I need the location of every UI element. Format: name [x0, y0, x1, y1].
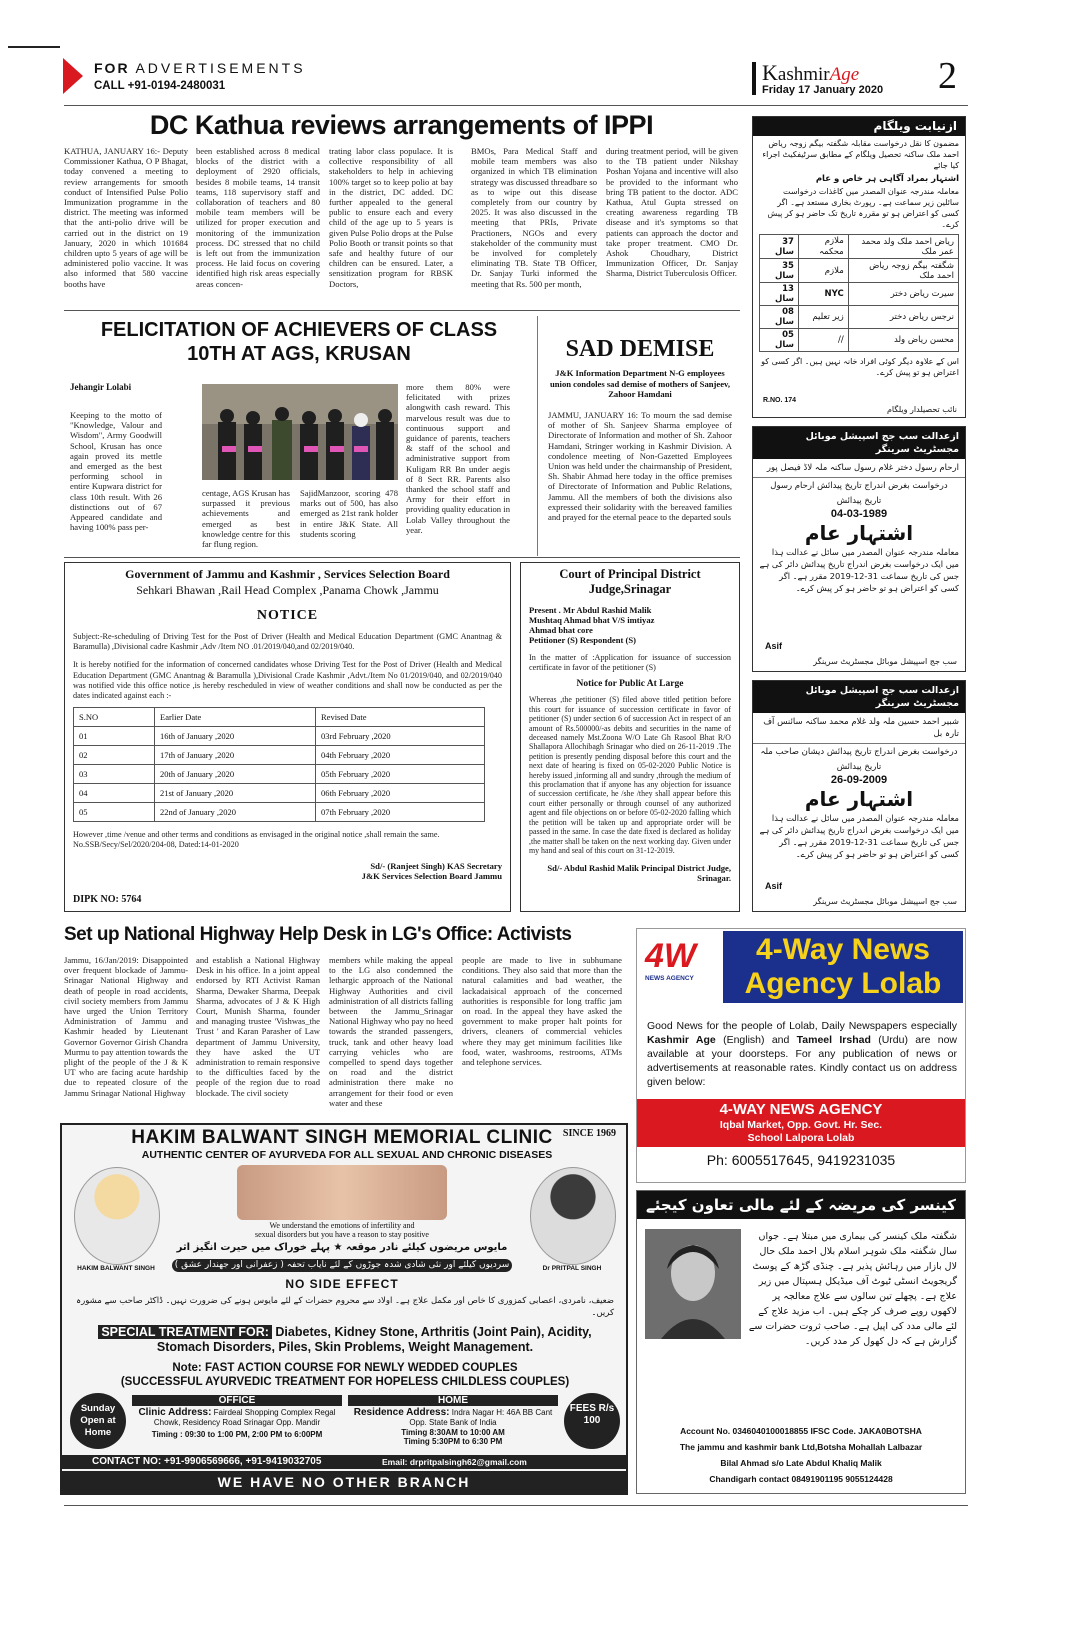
clinic-name: HAKIM BALWANT SINGH MEMORIAL CLINIC	[131, 1127, 553, 1148]
row-sno: 04	[74, 784, 155, 803]
story1-col-1: KATHUA, JANUARY 16:- Deputy Commissioner Kathua, O P Bhagat, today convened a meeting to review arrangements for smooth conduct of Intensified Pulse Polio Immunization programme in the district. The meeting was informed that the anti-polio drive will be carried out in the district on 19 January, 2020 in which 101684 children upto 5 years of age will be administered polio vaccine. It was also informed that 580 vaccine booths have	[64, 146, 188, 289]
clinic-office-block	[132, 1395, 342, 1439]
clinic-understand	[212, 1221, 472, 1239]
col-header-revised: Revised Date	[316, 708, 485, 727]
table-row	[760, 306, 959, 329]
issue-date: Friday 17 January 2020	[762, 84, 884, 96]
row-occupation: NYC	[798, 283, 848, 306]
story1-col-5: during treatment period, will be given to the TB patient under Nikshay Poshan Yojana and incentive will also be provided to the informant who bring TB patient to the doctor. ADC Kathua, Atul Gupta stressed on creating awareness regarding TB disease and it's symptoms so that patients can approach the doctor and take proper treatment. CMO Dr. Ashok Choudhary, District Immunization Officer, Dr. Sanjay Sharma, District Tuberculosis Officer.	[606, 146, 738, 279]
agency-title	[723, 931, 963, 1003]
row-occupation: زیر تعلیم	[798, 306, 848, 329]
cancer-contact: Chandigarh contact 08491901195 9055124428	[709, 1474, 893, 1484]
clinic-residence	[348, 1408, 558, 1428]
row-revised: 07th February ,2020	[316, 803, 485, 822]
row-name: نرجس ریاض دختر	[848, 306, 958, 329]
court-parties-3: Petitioner (S) Respondent (S)	[529, 635, 637, 645]
urdu1-body: معاملہ مندرجہ عنوان المصدر میں کاغذات درخواست سائلین زیر سماعت ہے۔ رپورٹ بخاری مستعد ہے۔ اگر کسی کو اعتراض ہو تو مقررہ تاریخ تک حاضر ہو کر پیش کرے۔	[767, 187, 959, 229]
urdu3-sign: سب جج اسپیشل موبائل مجسٹریٹ سرینگر	[813, 897, 957, 906]
court-sign: Sd/- Abdul Rashid Malik Principal District Judge, Srinagar.	[547, 863, 731, 884]
agency-logo-sub: NEWS AGENCY	[645, 975, 694, 982]
urdu-notice-3	[752, 680, 966, 912]
table-row	[760, 259, 959, 283]
court-title2: Judge,Srinagar	[588, 582, 672, 596]
urdu1-family-table	[759, 234, 959, 352]
story1-col-4: BMOs, Para Medical Staff and mobile team members was also organized in which TB elimination strategy was discussed threadbare so as to wipe out this disease completely from our country by 2025. It was also discussed in the meeting that PRIs, Private Practioners, NGOs and every stakeholder of the community must be involved for completely eliminating TB. State TB Officer, Dr. Sanjay Turki informed the meeting that Rs. 500 per month,	[471, 146, 598, 289]
story3-col-3: members while making the appeal to the LG also condemned the lethargic approach of the National Highway Authorities and civil administration of all districts falling between the Jammu_Srinagar National Highway who pay no heed towards the stranded passengers, truck, tank and other heavy load carrying vehicles who are compelled to spend days together on road and the district administration there make no arrangement for their food or even water and these	[329, 955, 453, 1108]
agency-body-b2: Tameel Irshad	[796, 1034, 871, 1046]
court-present: Present . Mr Abdul Rashid Malik	[529, 605, 652, 615]
agency-logo-mark: 4W	[645, 937, 696, 975]
ad-arrow-icon	[63, 58, 83, 94]
clinic-urdu-banner1: مایوس مریضوں کیلئے نادر موقعہ ★ پہلے خوراک میں حیرت انگیز اثر	[176, 1242, 508, 1253]
clinic-special-1: Diabetes, Kidney Stone, Arthritis (Joint Pain), Acidity,	[275, 1325, 592, 1339]
urdu3-body: معاملہ مندرجہ عنوان المصدر میں سائل نے عدالت ہذا میں ایک درخواست بغرض اندراج تاریخ پیدائش دائر کی ہے جس کی تاریخ سماعت 31-12-2019 مقرر ہے۔ اگر کسی کو اعتراض ہو تو حاضر ہو کر پیش کرے۔	[759, 813, 959, 859]
urdu2-dob: 04-03-1989	[830, 508, 888, 520]
students-group-graphic	[202, 384, 398, 480]
table-row	[760, 235, 959, 259]
ssb-dipk: DIPK NO: 5764	[73, 894, 142, 905]
clinic-note	[70, 1361, 620, 1389]
clinic-tagline: AUTHENTIC CENTER OF AYURVEDA FOR ALL SEXUAL AND CHRONIC DISEASES	[141, 1149, 553, 1161]
clinic-residence-text: Indra Nagar H: 46A BB Cant Opp. State Bank of India	[409, 1408, 553, 1427]
clinic-understand-2: sexual disorders but you have a reason to stay positive	[255, 1230, 429, 1239]
urdu1-intro: مضمون کا نقل درخواست مقابلہ شگفتہ بیگم زوجہ ریاض احمد ملک ساکنہ تحصیل ویلگام کے مطابق سرٹیفکیٹ اجراء کیا جائے	[762, 139, 959, 170]
clinic-no-side-effect: NO SIDE EFFECT	[285, 1277, 399, 1291]
row-revised: 05th February ,2020	[316, 765, 485, 784]
ssb-sign2: J&K Services Selection Board Jammu	[361, 870, 502, 881]
story2-headline-line2: 10TH AT AGS, KRUSAN	[187, 343, 411, 365]
story2-col-3: SajidManzoor, scoring 478 marks out of 500, has also emerged as 21st rank holder in entire J&K State. All students scoring	[300, 488, 398, 539]
logo-k: K	[762, 60, 778, 85]
top-left-rule	[8, 46, 60, 48]
row-age: 37 سال	[760, 235, 799, 259]
story2-col-4: more them 80% were felicitated with prizes alongwith cash reward. This marvelous result was due to continuous support and guidance of parents, teachers & staff of the school and administrative support from Kuligam RR Bn under aegis of 8 Sect RR. Parents also thanked the school staff and Army for their effort in providing quality education in Lolab Valley throughout the year.	[406, 382, 510, 535]
urdu3-dob: 26-09-2009	[830, 774, 888, 786]
sad-demise-vrule	[537, 316, 538, 556]
cancer-body: شگفتہ ملک کینسر کی بیماری میں مبتلا ہے۔ جواں سال شگفتہ ملک شوہر اسلام بلال احمد ملک حال لال بازار میں رہائش پذیر ہے۔ چنڈی گڑھ کے پوسٹ گریجویٹ انسٹی ٹیوٹ آف میڈیکل ہسپتال میں زیر علاج ہے۔ پچھلے تین سالوں سے علاج معالجہ پر لاکھوں روپے صرف کر چکے ہیں۔ اب مزید علاج کے لئے مالی مدد کی اپیل ہے۔ صاحب ثروت حضرات سے گزارش ہے کہ دل کھول کر مدد کریں۔	[748, 1231, 957, 1347]
ssb-subject: Subject:-Re-scheduling of Driving Test for the Post of Driver (Health and Medical Education Department (GMC Anantnag & Baramulla) ,Divisional cadre Kashmir ,Adv /Item NO .01/2019/040,and 02/2019/040.	[73, 632, 502, 652]
agency-title-2: Agency Lolab	[744, 967, 942, 1000]
story3-col-4: people are made to live in subhumane conditions. They also said that more than the natural calamities and bad weather, the lackadaisical approach of the concerned authorities is responsible for long traffic jam on road. In the appeal they have asked the government to make proper halt points for drivers, cleaners of commercial vehicles where they may get minimum facilities like food, water, washrooms, restrooms, ATMs and telephone services.	[462, 955, 622, 1068]
urdu3-dob-label: تاریخ پیدائش	[836, 762, 882, 772]
sad-demise-title: SAD DEMISE	[565, 336, 715, 362]
ad-advertisements-label: ADVERTISEMENTS	[135, 60, 306, 76]
clinic-no-branch: WE HAVE NO OTHER BRANCH	[62, 1471, 626, 1493]
ad-for-label: FOR	[94, 60, 130, 76]
clinic-understand-1: We understand the emotions of infertility and	[269, 1221, 415, 1230]
story3-col-1: Jammu, 16/Jan/2019: Disappointed over frequent blockade of Jammu-Srinagar National Highway and death of people in road accidents, civil society members from Jammu have urged the Union Territory Administration of Jammu and Kashmir headed by Lieutenant Governor Governor Girish Chandra Murmu to pay attention towards the plight of the people of the J & K UT who are facing acute hardship due to repeated closure of the Jammu Srinagar National Highway	[64, 955, 188, 1098]
story2-headline	[64, 318, 534, 366]
clinic-special-label: SPECIAL TREATMENT FOR:	[98, 1325, 272, 1339]
table-row	[74, 765, 485, 784]
story3-headline: Set up National Highway Help Desk in LG's Office: Activists	[64, 924, 572, 945]
ad-label	[94, 60, 306, 76]
row-earlier: 21st of January ,2020	[155, 784, 316, 803]
court-notice-box	[520, 562, 740, 912]
row-name: سیرت ریاض دختر	[848, 283, 958, 306]
ssb-schedule-table	[73, 707, 485, 822]
clinic-email: Email: drpritpalsingh62@gmail.com	[382, 1457, 527, 1467]
ssb-sign1: Sd/- (Ranjeet Singh) KAS Secretary	[370, 860, 502, 871]
court-parties-1: Mushtaq Ahmad bhat V/S imtiyaz	[529, 615, 655, 625]
clinic-office-timing: Timing : 09:30 to 1:00 PM, 2:00 PM to 6:00PM	[151, 1430, 323, 1439]
row-sno: 01	[74, 727, 155, 746]
ssb-footer: However ,time /venue and other terms and conditions as envisaged in the original notice ,shall remain the same.	[73, 830, 440, 840]
students-photo	[202, 384, 398, 480]
row-revised: 06th February ,2020	[316, 784, 485, 803]
row-occupation: ملازم	[798, 259, 848, 283]
row-occupation: //	[798, 329, 848, 352]
clinic-note-2: (SUCCESSFUL AYURVEDIC TREATMENT FOR HOPELESS CHILDLESS COUPLES)	[120, 1376, 570, 1388]
row-earlier: 22nd of January ,2020	[155, 803, 316, 822]
story3-col-2: and establish a National Highway Desk in his office. In a joint appeal endorsed by RTI Activist Raman Sharma, Dewaker Sharma, Deepak Sharma, advocates of J & K High Court, Munish Sharma, founder and managing trustee 'Vishwas_the Trust ' and Karan Parasher of Law department of Jammu University, they have asked the UT administration to remain responsive to the difficulties faced by the people of the region due to road blockade. The civil society	[196, 955, 320, 1098]
clinic-address-text: Fairdeal Shopping Complex Regal Chowk, Residency Road Srinagar Opp. Mandir	[153, 1408, 336, 1427]
urdu2-parties: ارحام رسول دختر غلام رسول ساکنہ ملہ لاڈ فیصل پور	[753, 459, 965, 478]
logo-age: Age	[829, 64, 860, 85]
urdu2-subject: درخواست بغرض اندراج تاریخ پیدائش ارحام رسول	[770, 481, 948, 491]
urdu2-dob-label: تاریخ پیدائش	[836, 496, 882, 506]
table-row	[760, 283, 959, 306]
row-name: شگفتہ بیگم زوجہ ریاض احمد ملک	[848, 259, 958, 283]
urdu2-ishtihar: اشتہار عام	[804, 521, 914, 545]
cancer-person: Bilal Ahmad s/o Late Abdul Khaliq Malik	[720, 1458, 882, 1468]
table-row	[74, 746, 485, 765]
row-age: 13 سال	[760, 283, 799, 306]
agency-title-1: 4-Way News	[756, 933, 930, 966]
urdu2-sign-name: Asif	[765, 641, 783, 651]
urdu3-ishtihar: اشتہار عام	[804, 787, 914, 811]
court-heading: Notice for Public At Large	[576, 679, 684, 690]
table-row	[760, 329, 959, 352]
story2-col-2: centage, AGS Krusan has surpassed it previous achievements and emerged as best knowledge centre for this far flung region.	[202, 488, 290, 550]
clinic-ad	[60, 1123, 628, 1495]
doctor-right-photo	[530, 1167, 616, 1265]
doctor-right-name: Dr PRITPAL SINGH	[542, 1265, 602, 1272]
row-revised: 03rd February ,2020	[316, 727, 485, 746]
clinic-special-2: Stomach Disorders, Piles, Skin Problems, Weight Management.	[156, 1340, 534, 1354]
agency-body-mid: (English) and	[715, 1034, 797, 1046]
clinic-home-timing2: Timing 5:30PM to 6:30 PM	[403, 1437, 503, 1446]
cancer-title: کینسر کی مریضہ کے لئے مالی تعاون کیجئے	[637, 1191, 965, 1219]
urdu1-footer: اس کے علاوہ دیگر کوئی افراد خانہ نہیں ہیں۔ اگر کسی کو اعتراض ہو تو پیش کرے۔	[761, 357, 959, 377]
row-earlier: 20th of January ,2020	[155, 765, 316, 784]
doctor-left-name: HAKIM BALWANT SINGH	[77, 1265, 155, 1272]
cancer-appeal-ad	[636, 1190, 966, 1494]
story2-byline: Jehangir Lolabi	[70, 382, 132, 392]
clinic-urdu-para: ضعیف، نامردی، اعصابی کمزوری کا خاص اور مکمل علاج ہے۔ اولاد سے محروم حضرات کے لئے مایوس ہونے کی ضرورت نہیں۔ ڈاکٹر صاحب سے مشورہ کریں۔	[76, 1296, 614, 1318]
agency-body-b1: Kashmir Age	[647, 1034, 716, 1046]
table-row	[74, 784, 485, 803]
story2-rule	[64, 557, 740, 558]
row-earlier: 16th of January ,2020	[155, 727, 316, 746]
urdu1-sign: نائب تحصیلدار ویلگام	[886, 405, 957, 414]
row-occupation: ملازم محکمہ	[798, 235, 848, 259]
ssb-ref: No.SSB/Secy/Sel/2020/204-08, Dated:14-01-2020	[73, 840, 239, 850]
row-earlier: 17th of January ,2020	[155, 746, 316, 765]
court-parties-2: Ahmad bhat core	[529, 625, 593, 635]
logo-ashmir: ashmir	[777, 64, 830, 85]
col-header-earlier: Earlier Date	[155, 708, 316, 727]
sad-demise-subtitle: J&K Information Department N-G employees union condoles sad demise of mothers of Sanjeev, Zahoor Hamdani	[550, 368, 730, 399]
urdu1-highlight: اشتہار بمراد آگاہی ہر خاص و عام	[815, 174, 959, 184]
row-age: 05 سال	[760, 329, 799, 352]
clinic-contact: CONTACT NO: +91-9906569666, +91-9419032705	[92, 1456, 322, 1467]
row-name: ریاض احمد ملک ولد محمد عمر ملک	[848, 235, 958, 259]
ad-call: CALL +91-0194-2480031	[94, 80, 226, 92]
agency-logo	[645, 937, 707, 993]
clinic-office-label: OFFICE	[132, 1395, 342, 1406]
clinic-home-block	[348, 1395, 558, 1446]
clinic-contact-bar	[62, 1455, 626, 1469]
clinic-urdu-banner2: سردیوں کیلئے اور نئی شادی شدہ جوڑوں کے لئے نایاب تحفہ ( زعفرانی اور جھندار عشق )	[172, 1259, 512, 1272]
clinic-home-label: HOME	[348, 1395, 558, 1406]
row-sno: 03	[74, 765, 155, 784]
row-age: 35 سال	[760, 259, 799, 283]
ssb-notice-heading: NOTICE	[256, 608, 319, 623]
urdu2-sign: سب جج اسپیشل موبائل مجسٹریٹ سرینگر	[813, 657, 957, 666]
urdu3-sign-name: Asif	[765, 881, 783, 891]
agency-addr2: School Lalpora Lolab	[747, 1132, 855, 1144]
table-header-row	[74, 708, 485, 727]
doctor-left-photo	[74, 1167, 160, 1265]
story2-col-1: Keeping to the motto of "Knowledge, Valour and Wisdom", Army Goodwill School, Krusan has once again proved its mettle and emerged as the best performing school in entire Kupwara district for class 10th result. With 26 distinctions out of 67 Appeared candidate and having 100% pass per-	[70, 410, 162, 533]
agency-ad	[636, 928, 966, 1183]
clinic-home-timing1: Timing 8:30AM to 10:00 AM	[401, 1428, 505, 1437]
story1-col-3: trating labor class populace. It is collective responsibility of all stakeholders to help in achieving 100% target so to keep polio at bay in the district, DC added. DC further appealed to the general public to ensure each and every child of the age up to 5 years is given Pulse Polio drops at the Pulse Polio Booth or transit points so that safe and healthy future of our children can be ensured. Later, a sensitization program for RBSK Doctors,	[329, 146, 453, 289]
clinic-fees-badge: FEES R/s 100	[564, 1393, 620, 1449]
court-parties	[529, 605, 731, 645]
clinic-residence-label: Residence Address:	[353, 1407, 450, 1418]
clinic-since: SINCE 1969	[562, 1128, 616, 1139]
court-body: Whereas ,the petitioner (S) filed above titled petition before this court for issuance of succession certificate in favor of petitioner (S) under section 6 of succession Act in respect of an amount of Rs.500000/-as debits and securities in the name of deceased namely Mst.Zoona W/O Late Gh Rasool Bhat R/O Shallapora Allochibagh Srinagar who died on 26-11-2019 .The petition is presently pending disposal before this court and the next date of hearing is fixed on 05-02-2020 Public Notice is hereby issued ,informing all and sundry ,through the medium of this proclamation that if anyone has any objection for issuance of succession certificate, he /she /they shall appear before this court either personally or through counsel of any authorized agent and file objections on or before 05-02-2020 falling which the petition will be taken up and appropriate order will be passed in the same. In case the date fixed is declared as holiday ,the matter shall be taken on the next working day. Given under my hand and seal of this court on 31-12-2019.	[529, 695, 731, 855]
court-matter: In the matter of :Application for issuance of succession certificate in favor of the petitioner (S)	[529, 653, 731, 673]
ssb-title1: Government of Jammu and Kashmir , Services Selection Board	[125, 567, 450, 581]
clinic-address	[132, 1408, 342, 1428]
urdu1-title: ازنیابت ویلگام	[753, 117, 965, 136]
masthead-rule	[64, 105, 968, 106]
agency-phone: Ph: 6005517645, 9419231035	[706, 1152, 896, 1168]
urdu1-ref: R.NO. 174	[763, 397, 797, 404]
clinic-note-1: Note: FAST ACTION COURSE FOR NEWLY WEDDED COUPLES	[172, 1362, 518, 1374]
agency-addr1: Iqbal Market, Opp. Govt. Hr. Sec.	[719, 1119, 883, 1131]
ssb-para: It is hereby notified for the information of concerned candidates whose Driving Test for the Post of Driver (Health and Medical Education Department (GMC Anantnag & Baramulla ),Divisional Crade Kashmir ,Advt./Item No 01/2019/040, and 02/2019/040 was notified vide this office notice ,is hereby rescheduled in view of weather conditions and shall now be conducted as per the dates indicated against each :-	[73, 660, 502, 701]
cancer-account: Account No. 0346040100018855 IFSC Code. JAKA0BOTSHA	[680, 1426, 922, 1436]
urdu3-title: ازعدالت سب جج اسپیشل موبائل مجسٹریٹ سرینگر	[753, 681, 965, 713]
agency-name: 4-WAY NEWS AGENCY	[719, 1101, 883, 1118]
row-sno: 05	[74, 803, 155, 822]
urdu2-title: ازعدالت سب جج اسپیشل موبائل مجسٹریٹ سرینگر	[753, 427, 965, 459]
story2-headline-line1: FELICITATION OF ACHIEVERS OF CLASS	[100, 319, 498, 341]
table-row	[74, 727, 485, 746]
story1-rule	[64, 310, 740, 311]
agency-body-pre: Good News for the people of Lolab, Daily Newspapers especially	[647, 1020, 957, 1032]
table-row	[74, 803, 485, 822]
story1-headline: DC Kathua reviews arrangements of IPPI	[149, 110, 654, 140]
row-name: محسن ریاض ولد	[848, 329, 958, 352]
urdu2-body: معاملہ مندرجہ عنوان المصدر میں سائل نے عدالت ہذا میں ایک درخواست بغرض اندراج تاریخ پیدائش دائر کی ہے جس کی تاریخ سماعت 31-12-2019 مقرر ہے۔ اگر کسی کو اعتراض ہو تو حاضر ہو کر پیش کرے۔	[759, 547, 959, 593]
urdu3-parties: شبیر احمد حسین ملہ ولد غلام محمد ساکنہ سائنس آف تارہ بل	[753, 713, 965, 744]
bottom-rule	[64, 1505, 968, 1506]
urdu-notice-1	[752, 116, 966, 418]
clinic-address-label: Clinic Address:	[138, 1407, 212, 1418]
agency-body-post: (Urdu) are now available at your doorsteps. For any publication of news or advertisements at reasonable rates. Kindly contact us on address given below:	[647, 1034, 957, 1088]
agency-body	[647, 1019, 957, 1089]
story1-col-2: been established across 8 medical blocks of the district with a deployment of 2920 officials, besides 8 mobile teams, 14 transit teams, 118 supervisory staff and collaboration of teachers and 80 mobile team members will be utilized for proper execution and monitoring of the immunization process. DC stressed that no child is left out from the immunization process. He laid focus on covering identified high risk areas especially areas concen-	[196, 146, 320, 289]
court-title1: Court of Principal District	[559, 567, 701, 581]
sad-demise-body: JAMMU, JANUARY 16: To mourn the sad demise of mother of Sh. Sanjeev Sharma employee of Directorate of Information and mother of Sh. Zahoor Hamdani, Stringer working in Kashmir Division. A condolence meeting of Non-Gazetted Employees Union was held under the chairmanship of President, Sh. Shabir Ahmad here today in the office premises of Directorate of Information and Public Relations, Jammu. All the members of both the divisions also expressed their solidarity with the bereaved families and prayed for the eternal peace to the departed souls	[548, 410, 732, 523]
row-age: 08 سال	[760, 306, 799, 329]
agency-address-box	[637, 1099, 965, 1147]
row-revised: 04th February ,2020	[316, 746, 485, 765]
urdu3-subject: درخواست بغرض اندراج تاریخ پیدائش دیشان صاحب ملہ	[760, 747, 958, 757]
urdu-notice-2	[752, 426, 966, 672]
ssb-title2: Sehkari Bhawan ,Rail Head Complex ,Panama Chowk ,Jammu	[136, 583, 439, 597]
col-header-sno: S.NO	[74, 708, 155, 727]
clinic-sunday-badge: Sunday Open at Home	[70, 1393, 126, 1449]
cancer-bank: The jammu and kashmir bank Ltd,Botsha Mohallah Lalbazar	[679, 1442, 923, 1452]
baby-photo	[237, 1165, 447, 1220]
page-number: 2	[938, 55, 957, 97]
ssb-notice-box	[64, 562, 511, 912]
row-sno: 02	[74, 746, 155, 765]
ssb-sign	[73, 861, 502, 881]
cancer-bank-info	[637, 1423, 965, 1487]
clinic-special	[70, 1325, 620, 1355]
